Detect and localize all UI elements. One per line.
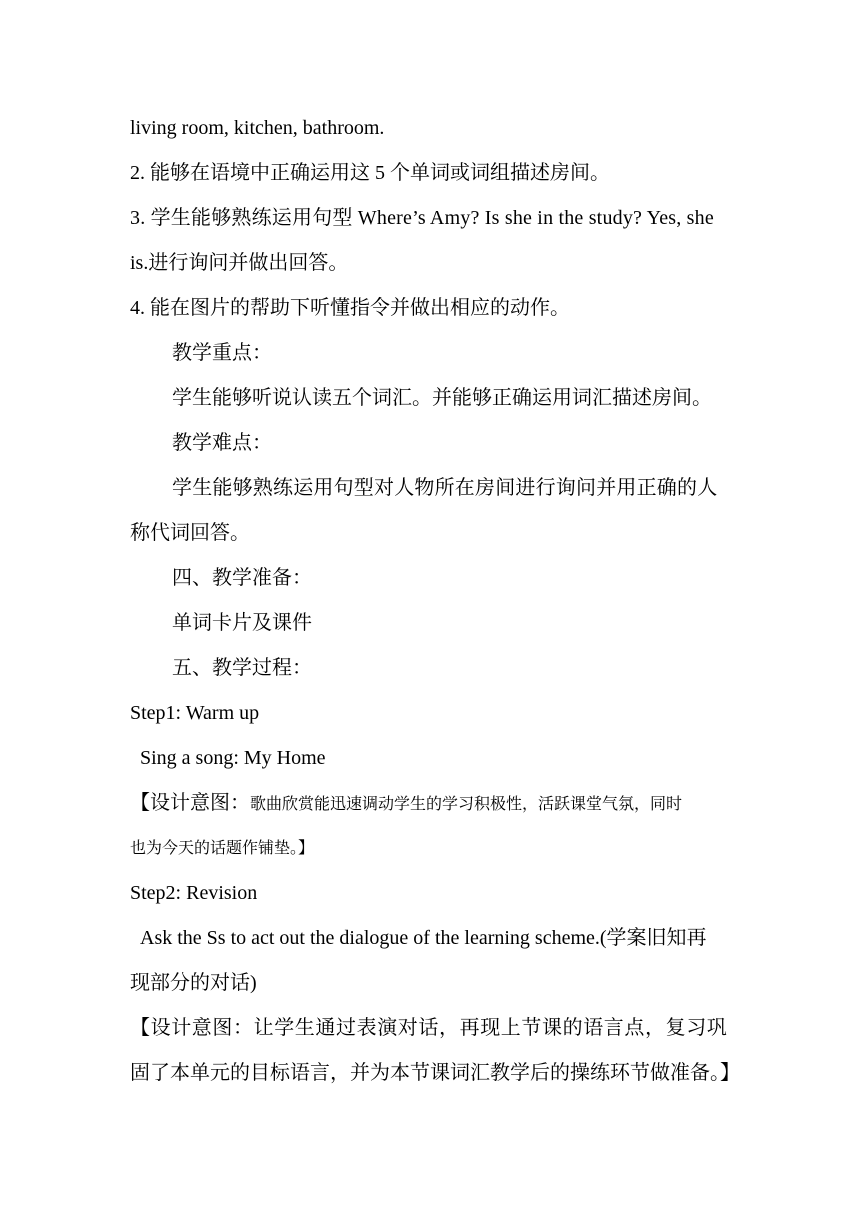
design-note-prefix: 【设计意图： [130, 792, 250, 814]
text-line: 3. 学生能够熟练运用句型 Where’s Amy? Is she in the study? Yes, she [130, 207, 714, 229]
step-heading: Step1: Warm up [130, 702, 260, 724]
text-line: 固了本单元的目标语言，并为本节课词汇教学后的操练环节做准备。】 [130, 1062, 740, 1084]
section-heading: 教学重点： [172, 342, 272, 364]
design-note-continuation: 也为今天的话题作铺垫。】 [130, 840, 315, 857]
text-line: 学生能够听说认读五个词汇。并能够正确运用词汇描述房间。 [172, 387, 712, 409]
text-line: 学生能够熟练运用句型对人物所在房间进行询问并用正确的人 [172, 477, 718, 499]
section-heading: 五、教学过程： [172, 657, 312, 679]
text-line: is.进行询问并做出回答。 [130, 252, 349, 274]
text-line: Ask the Ss to act out the dialogue of the learning scheme.(学案旧知再 [140, 927, 707, 949]
text-line: 称代词回答。 [130, 522, 250, 544]
design-note-text: 歌曲欣赏能迅速调动学生的学习积极性，活跃课堂气氛，同时 [250, 796, 683, 813]
section-heading: 教学难点： [172, 432, 272, 454]
text-line: 现部分的对话) [130, 972, 257, 994]
design-note [130, 789, 682, 819]
step-heading: Step2: Revision [130, 882, 258, 904]
text-line: Sing a song: My Home [140, 747, 326, 769]
text-line: 2. 能够在语境中正确运用这 5 个单词或词组描述房间。 [130, 162, 610, 184]
text-line: 单词卡片及课件 [172, 612, 312, 634]
section-heading: 四、教学准备： [172, 567, 312, 589]
text-line: living room, kitchen, bathroom. [130, 117, 385, 139]
text-line: 4. 能在图片的帮助下听懂指令并做出相应的动作。 [130, 297, 570, 319]
text-line [130, 835, 314, 863]
design-note: 【设计意图：让学生通过表演对话，再现上节课的语言点，复习巩 [130, 1017, 728, 1039]
